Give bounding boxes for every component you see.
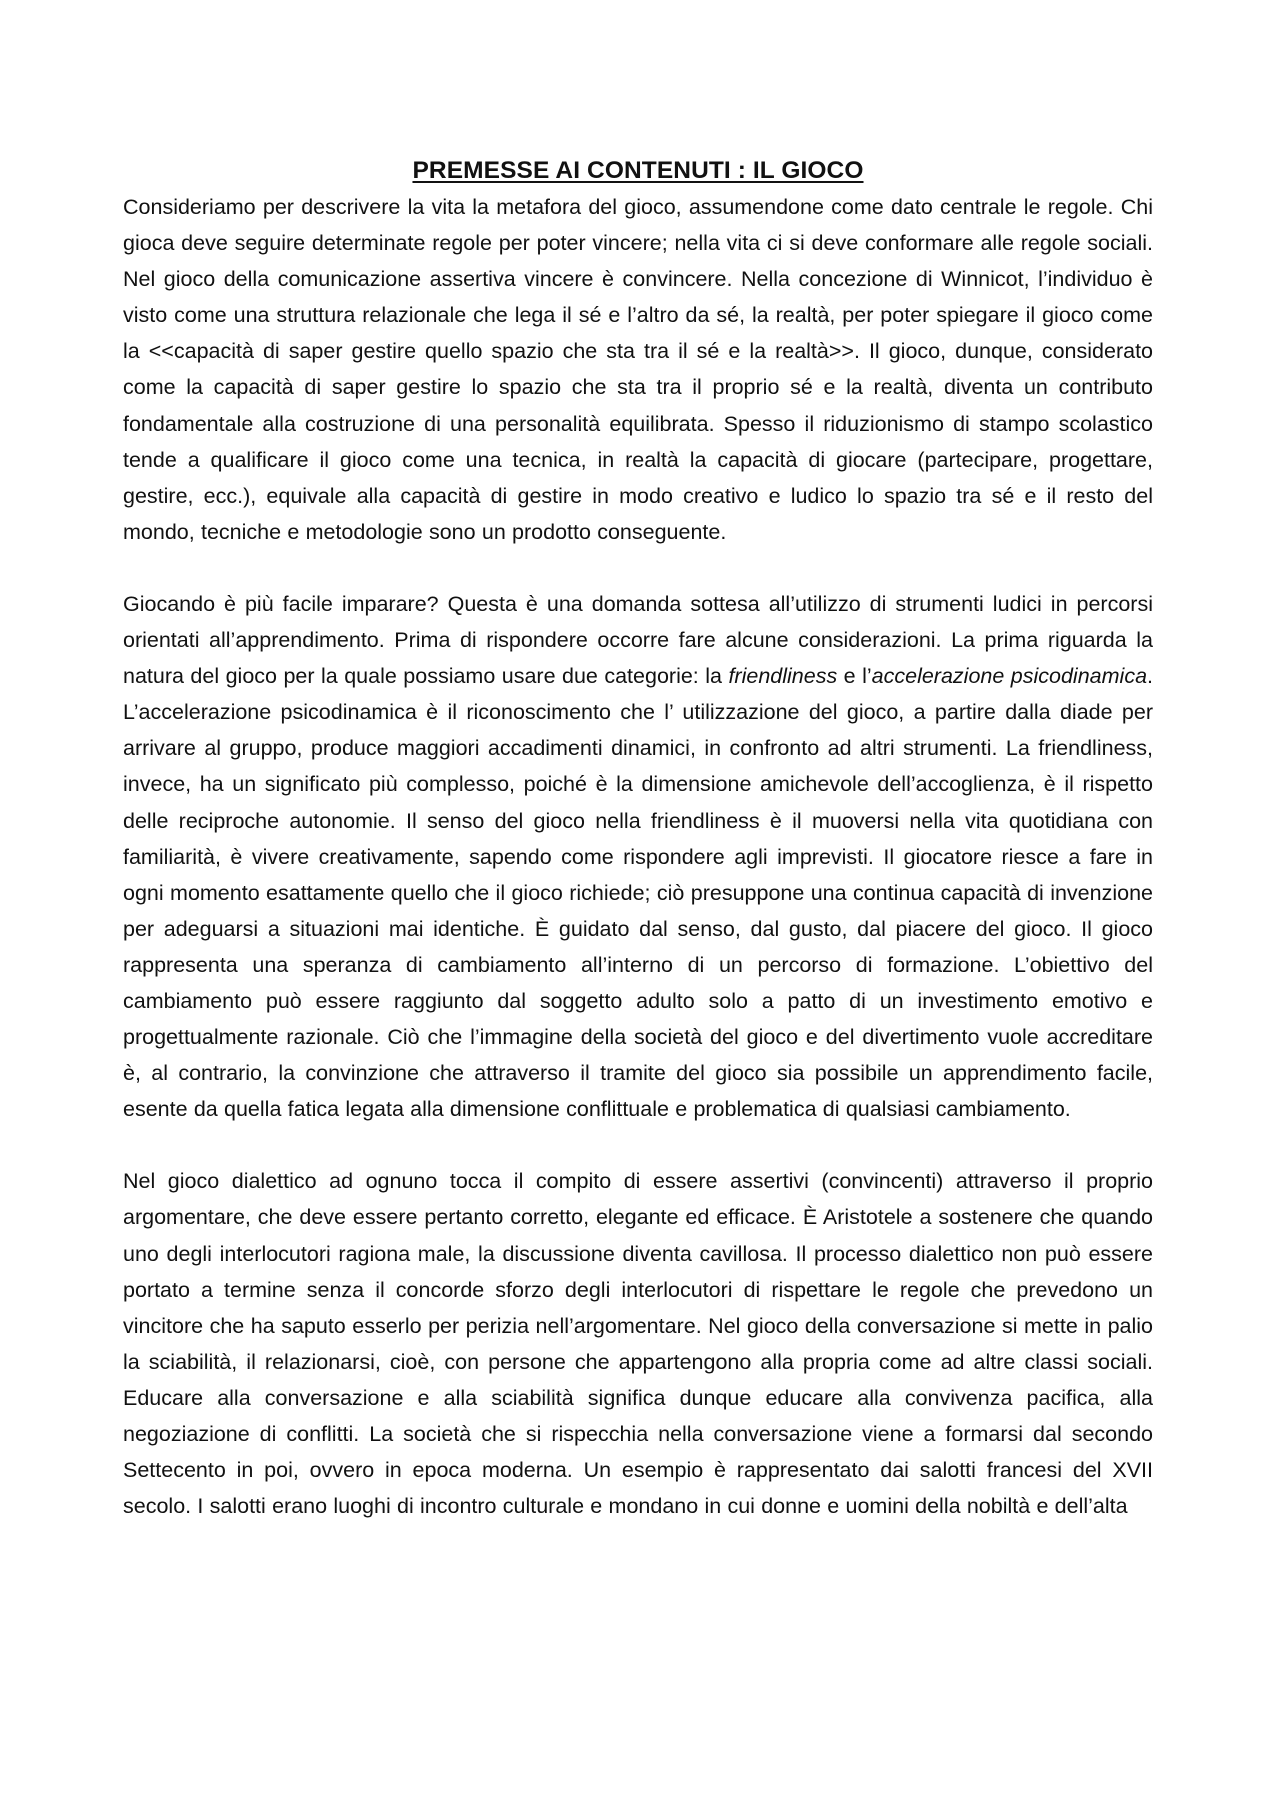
paragraph-1: Consideriamo per descrivere la vita la metafora del gioco, assumendone come dato centrale le regole. Chi gioca deve seguire determinate regole per poter vincere; nella vita ci si deve conformare alle regole sociali. Nel gioco della comunicazione assertiva vincere è convincere. Nella concezione di Winnicot, l’individuo è visto come una struttura relazionale che lega il sé e l’altro da sé, la realtà, per poter spiegare il gioco come la <<capacità di saper gestire quello spazio che sta tra il sé e la realtà>>. Il gioco, dunque, considerato come la capacità di saper gestire lo spazio che sta tra il proprio sé e la realtà, diventa un contributo fondamentale alla costruzione di una personalità equilibrata. Spesso il riduzionismo di stampo scolastico tende a qualificare il gioco come una tecnica, in realtà la capacità di giocare (partecipare, progettare, gestire, ecc.), equivale alla capacità di gestire in modo creativo e ludico lo spazio tra sé e il resto del mondo, tecniche e metodologie sono un prodotto conseguente.: [123, 195, 1153, 544]
paragraph-2-text-c: . L’accelerazione psicodinamica è il riconoscimento che l’ utilizzazione del gioco, a partire dalla diade per arrivare al gruppo, produce maggiori accadimenti dinamici, in confronto ad altri strumenti. La friendliness, invece, ha un significato più complesso, poiché è la dimensione amichevole dell’accoglienza, è il rispetto delle reciproche autonomie. Il senso del gioco nella friendliness è il muoversi nella vita quotidiana con familiarità, è vivere creativamente, sapendo come rispondere agli imprevisti. Il giocatore riesce a fare in ogni momento esattamente quello che il gioco richiede; ciò presuppone una continua capacità di invenzione per adeguarsi a situazioni mai identiche. È guidato dal senso, dal gusto, dal piacere del gioco. Il gioco rappresenta una speranza di cambiamento all’interno di un percorso di formazione. L’obiettivo del cambiamento può essere raggiunto dal soggetto adulto solo a patto di un investimento emotivo e progettualmente razionale. Ciò che l’immagine della società del gioco e del divertimento vuole accreditare è, al contrario, la convinzione che attraverso il tramite del gioco sia possibile un apprendimento facile, esente da quella fatica legata alla dimensione conflittuale e problematica di qualsiasi cambiamento.: [123, 664, 1154, 1122]
paragraph-2: [123, 586, 1153, 1127]
paragraph-gap: [123, 1127, 1153, 1163]
term-friendliness: friendliness: [728, 664, 838, 689]
paragraph-2-text-a: Giocando è più facile imparare? Questa è una domanda sottesa all’utilizzo di strumenti ludici in percorsi orientati all’apprendimento. Prima di rispondere occorre fare alcune considerazioni. La prima riguarda la natura del gioco per la quale possiamo usare due categorie: la: [123, 591, 1153, 689]
term-accelerazione-psicodinamica: accelerazione psicodinamica: [871, 664, 1148, 689]
paragraph-3: Nel gioco dialettico ad ognuno tocca il compito di essere assertivi (convincenti) attraverso il proprio argomentare, che deve essere pertanto corretto, elegante ed efficace. È Aristotele a sostenere che quando uno degli interlocutori ragiona male, la discussione diventa cavillosa. Il processo dialettico non può essere portato a termine senza il concorde sforzo degli interlocutori di rispettare le regole che prevedono un vincitore che ha saputo esserlo per perizia nell’argomentare. Nel gioco della conversazione si mette in palio la sciabilità, il relazionarsi, cioè, con persone che appartengono alla propria come ad altre classi sociali. Educare alla conversazione e alla sciabilità significa dunque educare alla convivenza pacifica, alla negoziazione di conflitti. La società che si rispecchia nella conversazione viene a formarsi dal secondo Settecento in poi, ovvero in epoca moderna. Un esempio è rappresentato dai salotti francesi del XVII secolo. I salotti erano luoghi di incontro culturale e mondano in cui donne e uomini della nobiltà e dell’alta: [123, 1169, 1153, 1519]
paragraph-gap: [123, 550, 1153, 586]
paragraph-2-text-b: e l’: [837, 664, 872, 689]
page-title: PREMESSE AI CONTENUTI : IL GIOCO: [412, 157, 864, 184]
